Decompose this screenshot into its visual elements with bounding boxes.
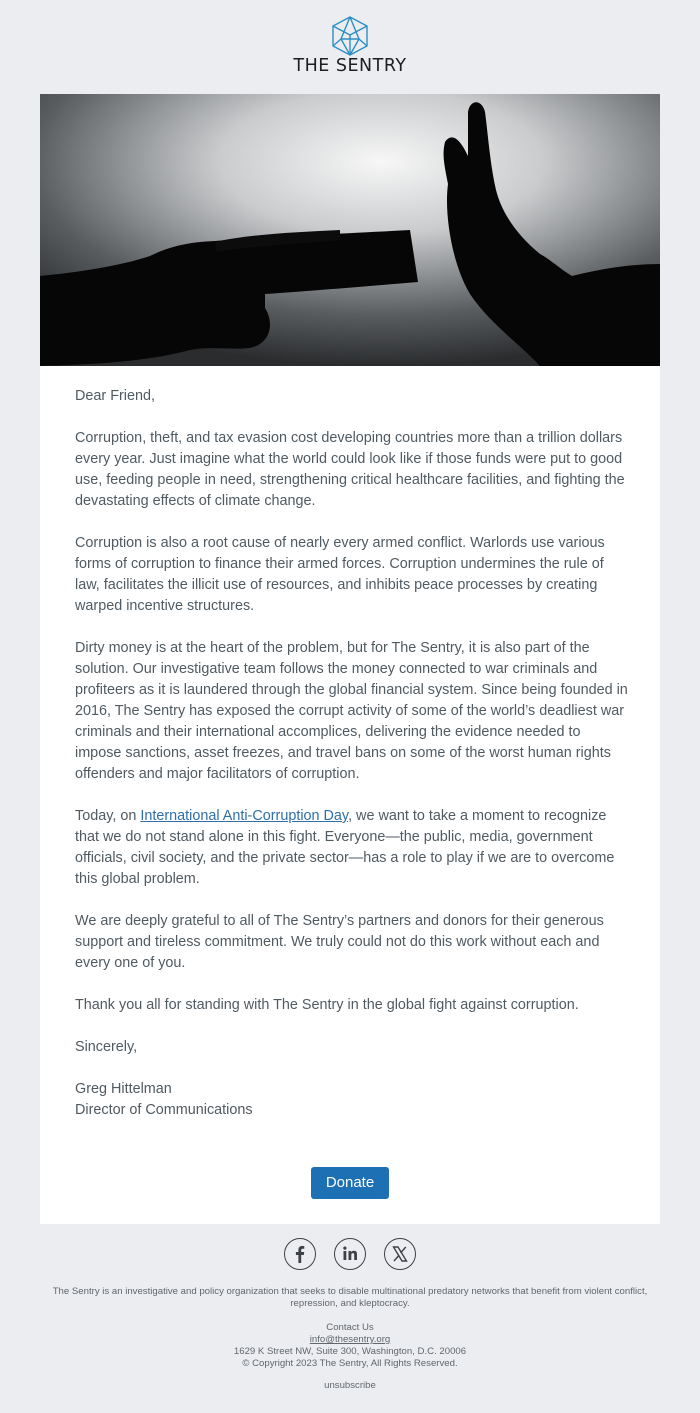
greeting: Dear Friend,: [75, 388, 155, 404]
signer-name: Greg Hittelman: [75, 1081, 172, 1097]
unsubscribe-link[interactable]: unsubscribe: [324, 1380, 376, 1391]
closing: Sincerely,: [75, 1039, 138, 1055]
email-card: [40, 94, 660, 1224]
x-icon[interactable]: [384, 1238, 416, 1270]
copyright: © Copyright 2023 The Sentry, All Rights Reserved.: [242, 1358, 458, 1369]
contact-email-link[interactable]: info@thesentry.org: [309, 1334, 391, 1345]
signer-title: Director of Communications: [75, 1102, 253, 1118]
email-header: [0, 0, 700, 94]
paragraph-4-start: Today, on: [75, 808, 141, 824]
linkedin-icon[interactable]: [334, 1238, 366, 1270]
contact-label: Contact Us: [326, 1322, 374, 1333]
facebook-icon[interactable]: [284, 1238, 316, 1270]
hero-image: [40, 94, 660, 366]
mission-statement: The Sentry is an investigative and policy organization that seeks to disable multinational predatory networks that benefit from violent conflict, repression, and kleptocracy.: [52, 1286, 648, 1309]
anti-corruption-day-link[interactable]: International Anti-Corruption Day: [140, 808, 349, 824]
paragraph-4: [75, 806, 630, 890]
letter-body: [75, 386, 630, 1121]
paragraph-4-end: , we want to take a moment to recognize that we do not stand alone in this fight. Everyone—the public, media, government officials, civil society, and the private sector—has a role to play if we are to overcome this global problem.: [75, 808, 615, 887]
postal-address: 1629 K Street NW, Suite 300, Washington, D.C. 20006: [233, 1346, 467, 1357]
donate-button[interactable]: Donate: [311, 1167, 389, 1199]
paragraph-2: Corruption is also a root cause of nearly every armed conflict. Warlords use various forms of corruption to finance their armed forces. Corruption undermines the rule of law, facilitates the illicit use of resources, and inhibits peace processes by creating warped incentive structures.: [75, 535, 605, 614]
sentry-logo-icon: [329, 15, 371, 57]
paragraph-6: Thank you all for standing with The Sentry in the global fight against corruption.: [75, 997, 579, 1013]
paragraph-1: Corruption, theft, and tax evasion cost developing countries more than a trillion dollars every year. Just imagine what the world could look like if those funds were put to good use, feeding people in need, strengthening critical healthcare facilities, and fighting the devastating effects of climate change.: [75, 430, 625, 509]
social-links: [0, 1238, 700, 1272]
email-footer: [50, 1286, 650, 1392]
brand-name: THE SENTRY: [293, 56, 407, 76]
paragraph-3: Dirty money is at the heart of the problem, but for The Sentry, it is also part of the solution. Our investigative team follows the money connected to war criminals and profiteers as it is laundered through the global financial system. Since being founded in 2016, The Sentry has exposed the corrupt activity of some of the world’s deadliest war criminals and their international accomplices, delivering the evidence needed to impose sanctions, asset freezes, and travel bans on some of the worst human rights offenders and major facilitators of corruption.: [75, 640, 628, 782]
paragraph-5: We are deeply grateful to all of The Sentry’s partners and donors for their generous support and tireless commitment. We truly could not do this work without each and every one of you.: [75, 913, 604, 971]
